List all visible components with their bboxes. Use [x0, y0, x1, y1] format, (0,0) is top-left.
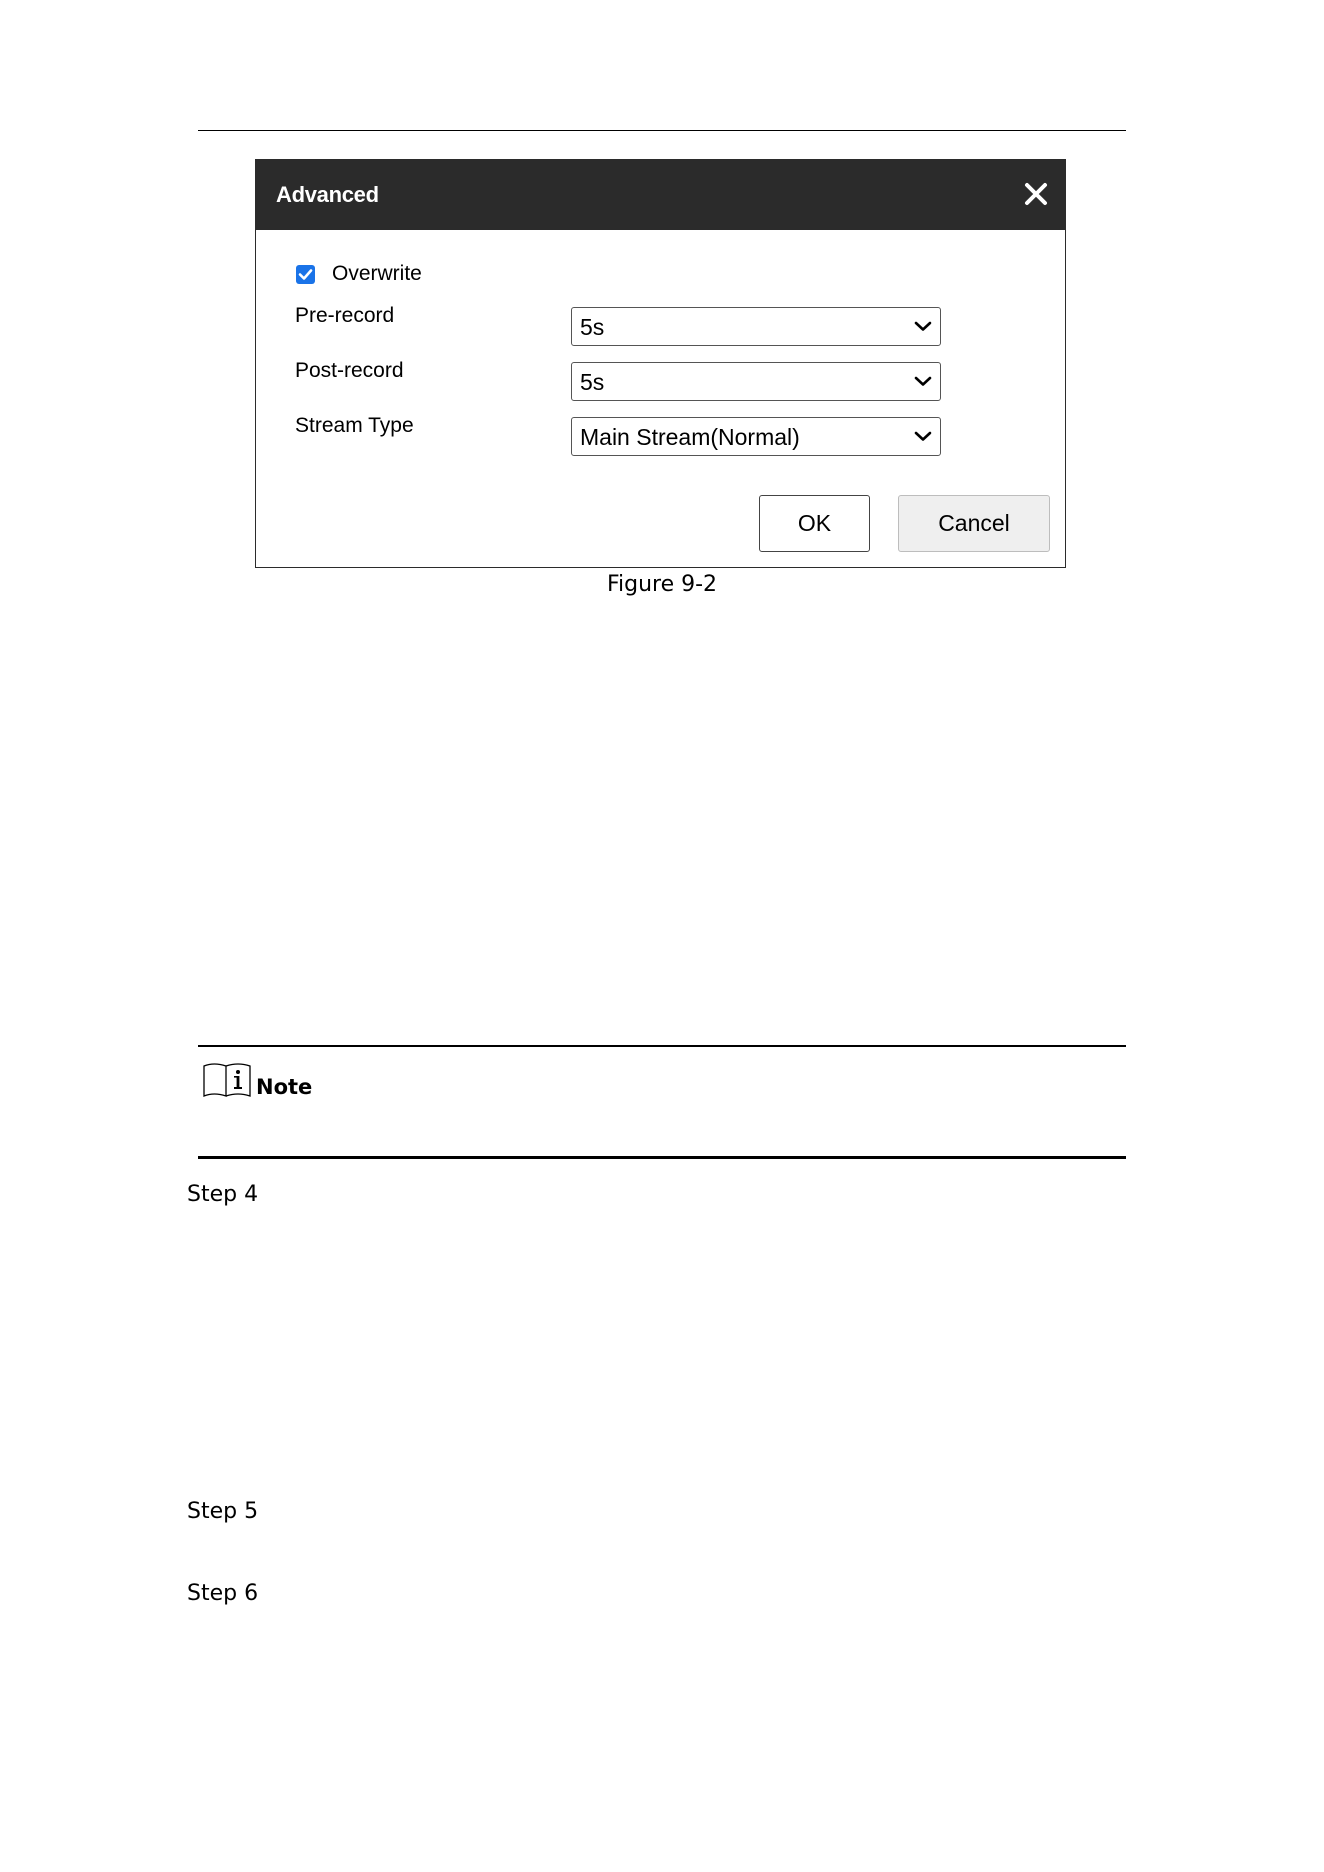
overwrite-checkbox[interactable]: [296, 265, 315, 284]
step-5-label: Step 5: [187, 1499, 259, 1524]
note-bottom-rule: [198, 1156, 1126, 1159]
post-record-label: Post-record: [295, 359, 404, 382]
cancel-button[interactable]: Cancel: [898, 495, 1050, 552]
chevron-down-icon: [914, 375, 932, 387]
ok-button[interactable]: OK: [759, 495, 870, 552]
stream-type-label: Stream Type: [295, 414, 414, 437]
chevron-down-icon: [914, 430, 932, 442]
close-icon[interactable]: [1021, 179, 1051, 209]
figure-caption: Figure 9-2: [606, 572, 718, 597]
stream-type-value: Main Stream(Normal): [580, 424, 800, 450]
post-record-value: 5s: [580, 369, 605, 395]
dialog-header: [256, 160, 1065, 230]
pre-record-label: Pre-record: [295, 304, 395, 327]
pre-record-value: 5s: [580, 314, 605, 340]
note-label: Note: [256, 1075, 313, 1099]
step-6-label: Step 6: [187, 1581, 259, 1606]
note-top-rule: [198, 1045, 1126, 1047]
pre-record-select[interactable]: [571, 307, 941, 346]
step-4-label: Step 4: [187, 1182, 259, 1207]
chevron-down-icon: [914, 320, 932, 332]
info-book-icon: [202, 1062, 252, 1100]
dialog-title: Advanced: [276, 182, 379, 207]
advanced-dialog: [255, 159, 1066, 568]
overwrite-label: Overwrite: [332, 262, 422, 285]
post-record-select[interactable]: [571, 362, 941, 401]
stream-type-select[interactable]: [571, 417, 941, 456]
page-header-rule: [198, 130, 1126, 131]
